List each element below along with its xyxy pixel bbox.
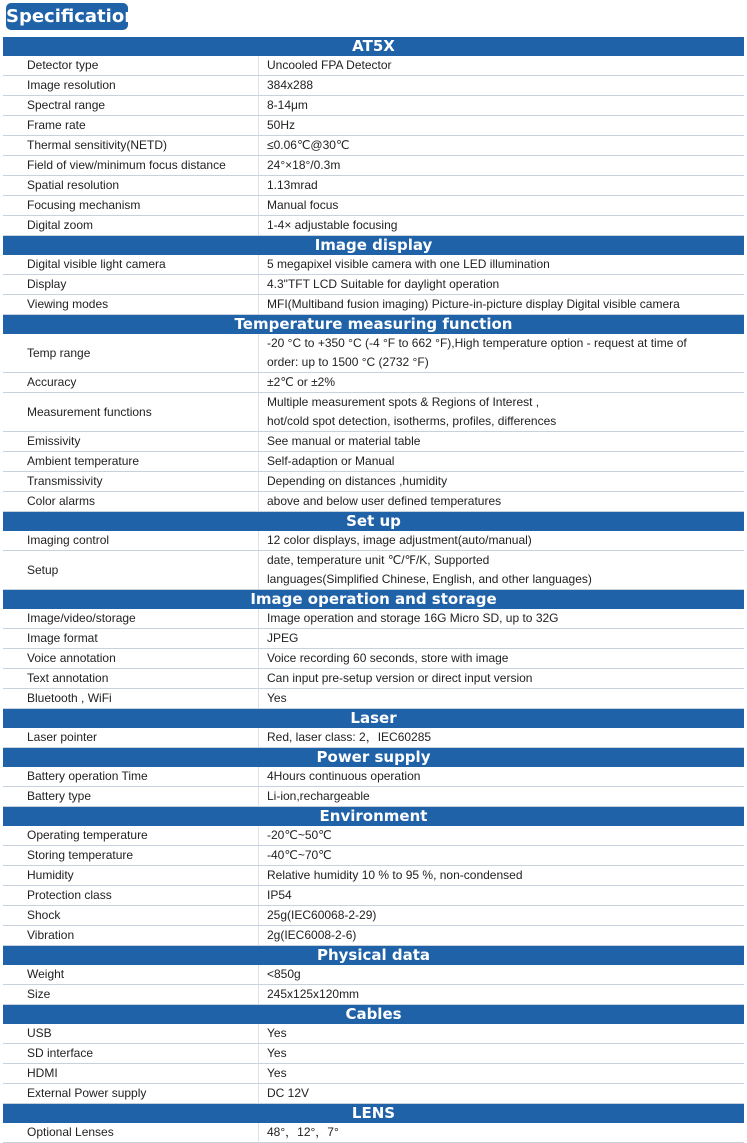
spec-value-line: Yes <box>267 1046 287 1060</box>
spec-value <box>258 96 744 115</box>
spec-label: Spatial resolution <box>27 178 120 192</box>
spec-value-line: ±2℃ or ±2% <box>267 375 336 389</box>
spec-row <box>3 334 744 373</box>
spec-row <box>3 136 744 156</box>
spec-label: Thermal sensitivity(NETD) <box>27 138 168 152</box>
spec-label: Battery operation Time <box>27 769 148 783</box>
spec-row <box>3 1064 744 1084</box>
spec-row <box>3 295 744 315</box>
spec-row <box>3 216 744 236</box>
spec-value-line: Voice recording 60 seconds, store with image <box>267 651 509 665</box>
spec-value-line: 8-14μm <box>267 98 308 112</box>
spec-value <box>258 629 744 648</box>
spec-value-line: 1-4× adjustable focusing <box>267 218 398 232</box>
spec-value-line: above and below user defined temperatures <box>267 494 502 508</box>
spec-label: Digital visible light camera <box>27 257 166 271</box>
spec-value <box>258 609 744 628</box>
spec-label: Frame rate <box>27 118 86 132</box>
spec-value-line: 25g(IEC60068-2-29) <box>267 908 377 922</box>
spec-label: External Power supply <box>27 1086 147 1100</box>
spec-value-line: IP54 <box>267 888 292 902</box>
spec-label: Spectral range <box>27 98 106 112</box>
spec-label: Laser pointer <box>27 730 98 744</box>
spec-section <box>3 748 744 807</box>
spec-value-line: DC 12V <box>267 1086 310 1100</box>
spec-row <box>3 649 744 669</box>
spec-label: Text annotation <box>27 671 109 685</box>
spec-row <box>3 985 744 1005</box>
spec-value-line: 12 color displays, image adjustment(auto/manual) <box>267 533 532 547</box>
spec-label: Image format <box>27 631 98 645</box>
spec-value <box>258 452 744 471</box>
spec-row <box>3 96 744 116</box>
spec-label: Display <box>27 277 67 291</box>
spec-value <box>258 116 744 135</box>
spec-section <box>3 1005 744 1104</box>
spec-row <box>3 1024 744 1044</box>
spec-value <box>258 965 744 984</box>
spec-label: Detector type <box>27 58 99 72</box>
spec-value-line: -20 °C to +350 °C (-4 °F to 662 °F),High temperature option - request at time of <box>267 336 687 350</box>
spec-label: Humidity <box>27 868 74 882</box>
spec-value <box>258 866 744 885</box>
spec-label: Storing temperature <box>27 848 134 862</box>
spec-value <box>258 56 744 75</box>
spec-value-line: Multiple measurement spots & Regions of Interest , <box>267 395 540 409</box>
spec-label: USB <box>27 1026 52 1040</box>
spec-value-line: -40℃~70℃ <box>267 848 332 862</box>
spec-label: Viewing modes <box>27 297 109 311</box>
spec-section <box>3 37 744 236</box>
spec-value-line: languages(Simplified Chinese, English, and other languages) <box>267 572 592 586</box>
spec-label: Protection class <box>27 888 112 902</box>
spec-value <box>258 846 744 865</box>
spec-row <box>3 432 744 452</box>
section-header: Laser <box>3 709 744 728</box>
spec-label: Bluetooth , WiFi <box>27 691 112 705</box>
spec-value <box>258 492 744 511</box>
spec-row <box>3 926 744 946</box>
section-header: LENS <box>3 1104 744 1123</box>
spec-value-line: See manual or material table <box>267 434 421 448</box>
spec-label: Optional Lenses <box>27 1125 114 1139</box>
spec-value-line: order: up to 1500 °C (2732 °F) <box>267 355 429 369</box>
spec-value <box>258 669 744 688</box>
spec-label: Color alarms <box>27 494 96 508</box>
spec-row <box>3 846 744 866</box>
spec-value-line: Uncooled FPA Detector <box>267 58 392 72</box>
spec-value <box>258 472 744 491</box>
spec-row <box>3 452 744 472</box>
spec-value-line: -20℃~50℃ <box>267 828 332 842</box>
spec-row <box>3 1084 744 1104</box>
spec-value-line: hot/cold spot detection, isotherms, profiles, differences <box>267 414 557 428</box>
spec-row <box>3 373 744 393</box>
spec-label: Field of view/minimum focus distance <box>27 158 226 172</box>
spec-label: Size <box>27 987 51 1001</box>
spec-label: Battery type <box>27 789 92 803</box>
spec-label: Weight <box>27 967 65 981</box>
spec-value <box>258 334 744 372</box>
section-header: Image display <box>3 236 744 255</box>
spec-value-line: Yes <box>267 691 287 705</box>
section-header: Environment <box>3 807 744 826</box>
spec-value-line: ≤0.06℃@30℃ <box>267 138 350 152</box>
spec-row <box>3 609 744 629</box>
spec-value <box>258 432 744 451</box>
spec-row <box>3 176 744 196</box>
spec-row <box>3 472 744 492</box>
spec-value <box>258 295 744 314</box>
spec-value-line: Can input pre-setup version or direct input version <box>267 671 533 685</box>
spec-label: Imaging control <box>27 533 110 547</box>
spec-value-line: Image operation and storage 16G Micro SD, up to 32G <box>267 611 559 625</box>
spec-value <box>258 1064 744 1083</box>
spec-value <box>258 531 744 550</box>
spec-value-line: 245x125x120mm <box>267 987 360 1001</box>
spec-value-line: 384x288 <box>267 78 314 92</box>
spec-section <box>3 709 744 748</box>
spec-row <box>3 669 744 689</box>
spec-value-line: MFI(Multiband fusion imaging) Picture-in-picture display Digital visible camera <box>267 297 680 311</box>
spec-value <box>258 275 744 294</box>
spec-label: Accuracy <box>27 375 77 389</box>
spec-label: Transmissivity <box>27 474 103 488</box>
spec-section <box>3 315 744 512</box>
spec-value-line: 48°，12°，7° <box>267 1125 339 1139</box>
spec-row <box>3 156 744 176</box>
spec-row <box>3 1044 744 1064</box>
spec-row <box>3 906 744 926</box>
spec-value <box>258 176 744 195</box>
spec-label: Voice annotation <box>27 651 116 665</box>
spec-value <box>258 689 744 708</box>
spec-value <box>258 373 744 392</box>
spec-label: Emissivity <box>27 434 81 448</box>
spec-value-line: 4Hours continuous operation <box>267 769 421 783</box>
spec-value-line: Manual focus <box>267 198 339 212</box>
spec-row <box>3 1123 744 1143</box>
spec-label: Image/video/storage <box>27 611 136 625</box>
spec-value <box>258 76 744 95</box>
spec-row <box>3 866 744 886</box>
spec-row <box>3 728 744 748</box>
spec-label: Image resolution <box>27 78 116 92</box>
spec-value-line: 50Hz <box>267 118 296 132</box>
spec-row <box>3 965 744 985</box>
spec-label: Temp range <box>27 345 91 360</box>
spec-row <box>3 116 744 136</box>
spec-label: Setup <box>27 562 59 577</box>
spec-row <box>3 826 744 846</box>
spec-value-line: 1.13mrad <box>267 178 318 192</box>
spec-row <box>3 689 744 709</box>
spec-value-line: 4.3"TFT LCD Suitable for daylight operation <box>267 277 500 291</box>
spec-label: Measurement functions <box>27 404 152 419</box>
spec-value-line: Yes <box>267 1066 287 1080</box>
section-header: Physical data <box>3 946 744 965</box>
spec-row <box>3 196 744 216</box>
spec-value-line: JPEG <box>267 631 299 645</box>
spec-value <box>258 216 744 235</box>
section-header: Cables <box>3 1005 744 1024</box>
spec-value <box>258 196 744 215</box>
spec-value <box>258 985 744 1004</box>
spec-section <box>3 807 744 946</box>
spec-value <box>258 787 744 806</box>
spec-value-line: date, temperature unit ℃/℉/K, Supported <box>267 553 490 567</box>
section-header: Image operation and storage <box>3 590 744 609</box>
spec-value <box>258 767 744 786</box>
spec-value-line: Relative humidity 10 % to 95 %, non-condensed <box>267 868 523 882</box>
spec-label: Ambient temperature <box>27 454 140 468</box>
spec-value <box>258 1084 744 1103</box>
spec-row <box>3 531 744 551</box>
spec-value <box>258 826 744 845</box>
spec-row <box>3 56 744 76</box>
spec-value-line: <850g <box>267 967 301 981</box>
spec-label: Focusing mechanism <box>27 198 141 212</box>
spec-label: Operating temperature <box>27 828 148 842</box>
spec-value-line: Li-ion,rechargeable <box>267 789 370 803</box>
spec-value <box>258 649 744 668</box>
spec-value-line: Self-adaption or Manual <box>267 454 395 468</box>
spec-section <box>3 512 744 590</box>
spec-label: Vibration <box>27 928 75 942</box>
section-header: AT5X <box>3 37 744 56</box>
spec-row <box>3 492 744 512</box>
spec-row <box>3 255 744 275</box>
spec-table <box>3 37 744 1143</box>
spec-value <box>258 886 744 905</box>
spec-value <box>258 551 744 589</box>
spec-row <box>3 551 744 590</box>
spec-value <box>258 393 744 431</box>
spec-row <box>3 629 744 649</box>
spec-badge: Specification <box>6 3 128 30</box>
spec-value <box>258 728 744 747</box>
spec-value <box>258 1044 744 1063</box>
spec-value <box>258 1123 744 1142</box>
spec-section <box>3 590 744 709</box>
spec-value <box>258 255 744 274</box>
spec-row <box>3 275 744 295</box>
spec-value-line: 24°×18°/0.3m <box>267 158 341 172</box>
spec-value-line: 5 megapixel visible camera with one LED illumination <box>267 257 550 271</box>
spec-value <box>258 926 744 945</box>
spec-value-line: Depending on distances ,humidity <box>267 474 448 488</box>
spec-row <box>3 393 744 432</box>
spec-label: Shock <box>27 908 61 922</box>
spec-value-line: 2g(IEC6008-2-6) <box>267 928 357 942</box>
spec-value <box>258 906 744 925</box>
spec-label: SD interface <box>27 1046 94 1060</box>
spec-row <box>3 76 744 96</box>
spec-section <box>3 236 744 315</box>
section-header: Temperature measuring function <box>3 315 744 334</box>
section-header: Power supply <box>3 748 744 767</box>
spec-label: Digital zoom <box>27 218 94 232</box>
spec-section <box>3 1104 744 1143</box>
spec-value <box>258 1024 744 1043</box>
spec-value <box>258 156 744 175</box>
spec-row <box>3 886 744 906</box>
spec-section <box>3 946 744 1005</box>
section-header: Set up <box>3 512 744 531</box>
spec-value-line: Red, laser class: 2，IEC60285 <box>267 730 432 744</box>
spec-value-line: Yes <box>267 1026 287 1040</box>
spec-row <box>3 787 744 807</box>
spec-row <box>3 767 744 787</box>
spec-value <box>258 136 744 155</box>
spec-label: HDMI <box>27 1066 58 1080</box>
